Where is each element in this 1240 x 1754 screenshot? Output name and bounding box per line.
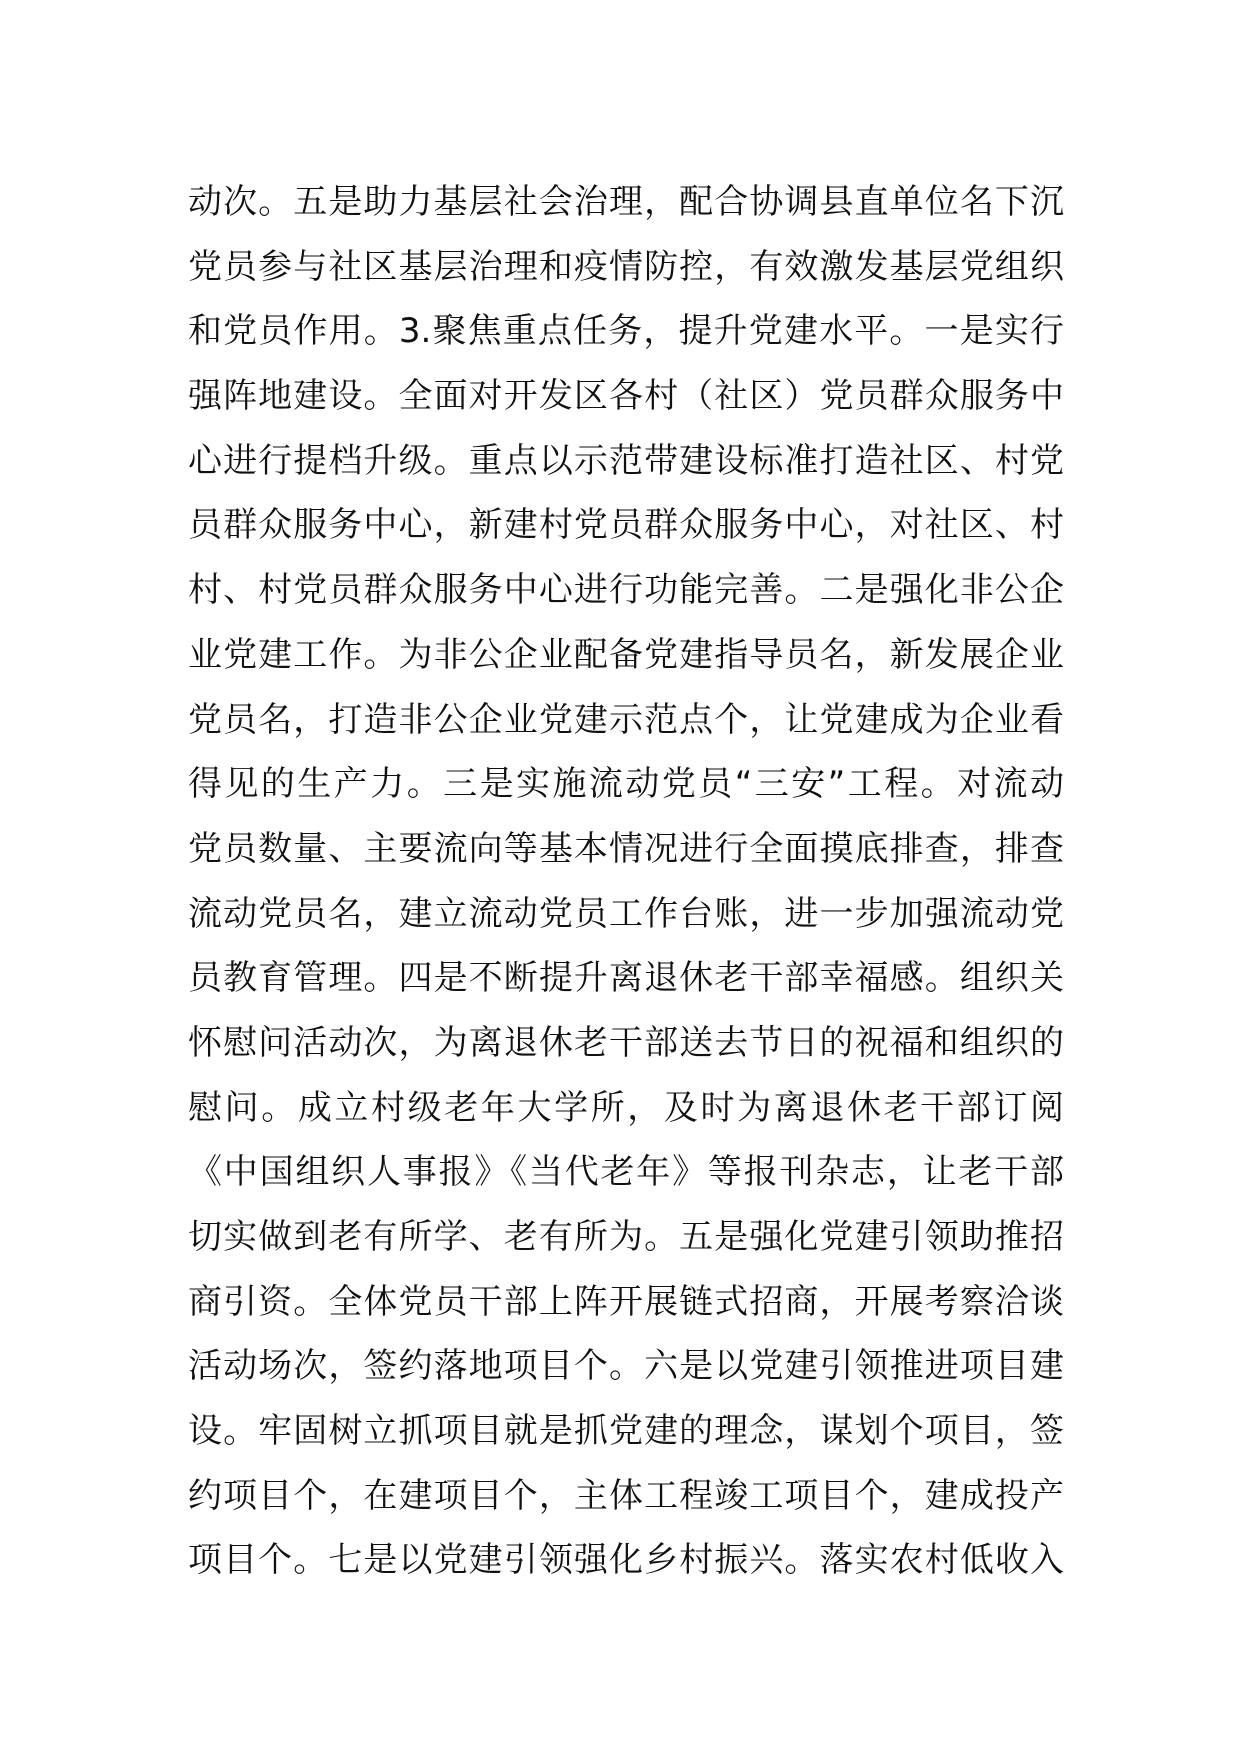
text-line: 党员名，打造非公企业党建示范点个，让党建成为企业看 — [188, 699, 1064, 740]
text-line: 切实做到老有所学、老有所为。五是强化党建引领助推招 — [188, 1217, 1064, 1257]
body-text — [188, 170, 1064, 1593]
text-line: 员教育管理。四是不断提升离退休老干部幸福感。组织关 — [188, 958, 1064, 999]
text-line: 设。牢固树立抓项目就是抓党建的理念，谋划个项目，签 — [188, 1411, 1064, 1452]
text-line: 怀慰问活动次，为离退休老干部送去节日的祝福和组织的 — [188, 1022, 1064, 1063]
text-line: 党员参与社区基层治理和疫情防控，有效激发基层党组织 — [188, 246, 1064, 287]
text-line: 项目个。七是以党建引领强化乡村振兴。落实农村低收入 — [188, 1540, 1064, 1581]
text-line: 活动场次，签约落地项目个。六是以党建引领推进项目建 — [188, 1346, 1064, 1387]
text-line: 村、村党员群众服务中心进行功能完善。二是强化非公企 — [188, 570, 1064, 611]
text-line: 和党员作用。3.聚焦重点任务，提升党建水平。一是实行 — [188, 311, 1064, 352]
text-line: 动次。五是助力基层社会治理，配合协调县直单位名下沉 — [188, 182, 1064, 222]
text-line: 商引资。全体党员干部上阵开展链式招商，开展考察洽谈 — [188, 1281, 1064, 1322]
text-line: 心进行提档升级。重点以示范带建设标准打造社区、村党 — [188, 440, 1064, 481]
text-line: 强阵地建设。全面对开发区各村（社区）党员群众服务中 — [188, 376, 1064, 417]
text-line: 业党建工作。为非公企业配备党建指导员名，新发展企业 — [188, 634, 1064, 675]
text-line: 流动党员名，建立流动党员工作台账，进一步加强流动党 — [188, 893, 1064, 934]
text-line: 《中国组织人事报》《当代老年》等报刊杂志，让老干部 — [188, 1152, 1064, 1193]
text-line: 党员数量、主要流向等基本情况进行全面摸底排查，排查 — [188, 828, 1064, 869]
text-line: 约项目个，在建项目个，主体工程竣工项目个，建成投产 — [188, 1475, 1064, 1516]
text-line: 员群众服务中心，新建村党员群众服务中心，对社区、村 — [188, 505, 1064, 546]
text-line: 慰问。成立村级老年大学所，及时为离退休老干部订阅 — [188, 1087, 1064, 1128]
text-line: 得见的生产力。三是实施流动党员“三安”工程。对流动 — [188, 764, 1064, 805]
